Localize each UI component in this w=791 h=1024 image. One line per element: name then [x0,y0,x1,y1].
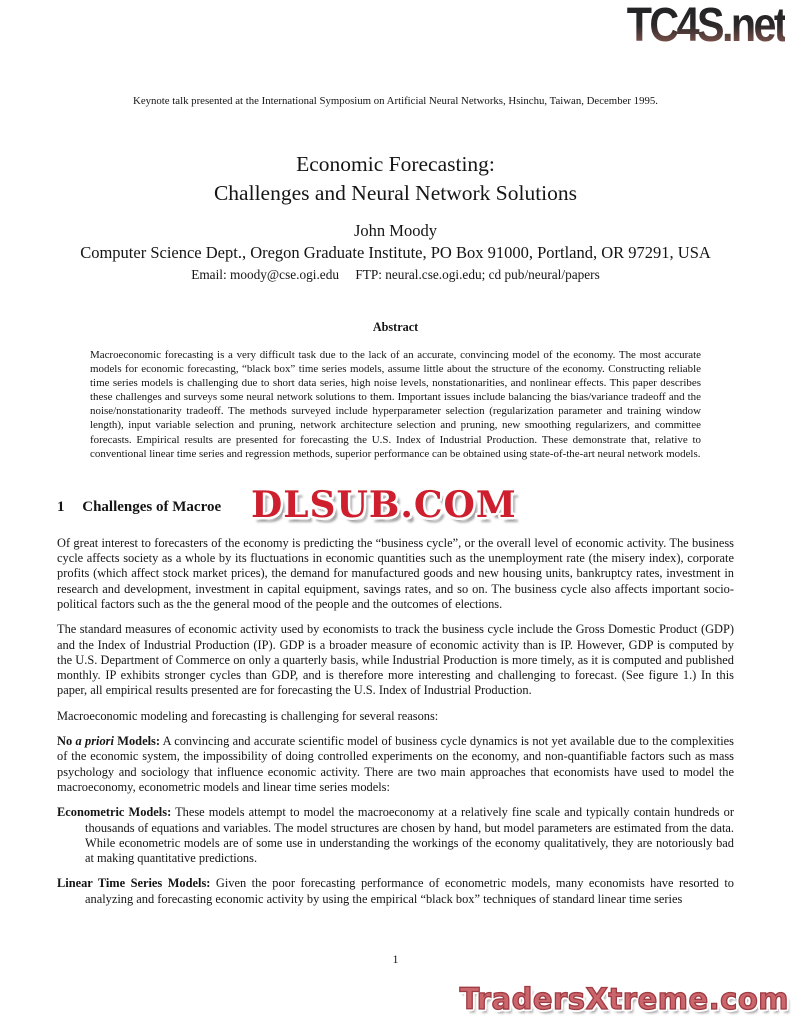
author-contact-line [0,267,791,283]
section-1-content [57,497,734,907]
paragraph-business-cycle: Of great interest to forecasters of the economy is predicting the “business cycle”, or the overall level of economic activity. The business cycle affects society as a whole by its fluctuations in economic quantities such as the unemployment rate (the misery index), corporate profits (which affect stock market prices), the demand for manufactured goods and new housing units, bankruptcy rates, investment in research and development, investment in capital equipment, savings rates, and so on. The business cycle also affects important socio-political factors such as the the general mood of the people and the outcomes of elections. [57,535,734,611]
tradersxtreme-watermark: TradersXtreme.com [459,982,789,1016]
author-affiliation: Computer Science Dept., Oregon Graduate Institute, PO Box 91000, Portland, OR 97291, USA [80,243,711,262]
paragraph-gdp-ip: The standard measures of economic activity used by economists to track the business cycle include the Gross Domestic Product (GDP) and the Index of Industrial Production (IP). GDP is a broader measure of economic activity than is IP. However, GDP is computed by the U.S. Department of Commerce on only a quarterly basis, while Industrial Production is more timely, as it is computed and published monthly. IP exhibits stronger cycles than GDP, and is therefore more interesting and challenging to forecast. (See figure 1.) In this paper, all empirical results presented are for forecasting the U.S. Index of Industrial Production. [57,622,734,698]
conference-note: Keynote talk presented at the International Symposium on Artificial Neural Networks, Hsinchu, Taiwan, December 1995. [133,95,658,107]
model-label-italic: a priori [75,734,114,749]
model-item-linear-time-series [57,876,734,907]
author-email: Email: moody@cse.ogi.edu [191,267,339,282]
model-label-prefix: No [57,734,73,749]
model-label-suffix: Models: [117,734,160,749]
paper-title-line2: Challenges and Neural Network Solutions [213,181,578,205]
model-label-linear-time-series: Linear Time Series Models: [57,876,211,891]
section-number: 1 [57,498,65,515]
model-item-no-a-priori [57,734,734,795]
page-number: 1 [392,954,399,966]
dlsub-watermark: DLSUB.COM [251,484,517,526]
model-item-econometric [57,805,734,866]
abstract-section [90,320,701,461]
author-name: John Moody [354,221,437,240]
model-label-econometric: Econometric Models: [57,805,172,820]
abstract-text: Macroeconomic forecasting is a very difficult task due to the lack of an accurate, convincing model of the economy. The most accurate models for economic forecasting, “black box” time series models, assume little about the structure of the economy. Constructing reliable time series models is challenging due to short data series, high noise levels, nonstationarities, and nonlinear effects. This paper describes these challenges and surveys some neural network solutions to them. Important issues include balancing the bias/variance tradeoff and the noise/nonstationarity tradeoff. The methods surveyed include hyperparameter selection (regularization parameter and training window length), input variable selection and pruning, network architecture selection and pruning, new smoothing regularizers, and committee forecasts. Empirical results are presented for forecasting the U.S. Index of Industrial Production. These demonstrate that, relative to conventional linear time series and regression methods, superior performance can be obtained using state-of-the-art neural network models. [90,349,701,460]
section-heading [57,497,734,517]
author-ftp: FTP: neural.cse.ogi.edu; cd pub/neural/papers [355,267,600,282]
model-body-no-a-priori: A convincing and accurate scientific model of business cycle dynamics is not yet available due to the complexities of the economic system, the impossibility of doing controlled experiments on the economy, and non-quantifiable factors such as mass psychology and sociology that influence economic activity. There are two main approaches that economists have used to model the macroeconomy, econometric models and linear time series models: [57,734,734,794]
model-body-linear-time-series: Given the poor forecasting performance of econometric models, many economists have resorted to analyzing and forecasting economic activity by using the empirical “black box” techniques of standard linear time series [85,876,734,906]
model-body-econometric: These models attempt to model the macroeconomy at a relatively fine scale and typically contain hundreds or thousands of equations and variables. The model structures are chosen by hand, but model parameters are estimated from the data. While econometric models are of some use in understanding the workings of the economy qualitatively, they are notoriously bad at making quantitative predictions. [85,805,734,866]
paragraph-reasons-intro: Macroeconomic modeling and forecasting is challenging for several reasons: [57,708,439,723]
paper-title [0,150,791,208]
paper-title-line1: Economic Forecasting: [296,152,495,176]
model-label-no-a-priori [57,734,160,748]
tc4s-watermark: TC4S.net [626,0,785,52]
section-title: Challenges of Macroe [82,498,222,515]
abstract-heading: Abstract [372,320,419,334]
